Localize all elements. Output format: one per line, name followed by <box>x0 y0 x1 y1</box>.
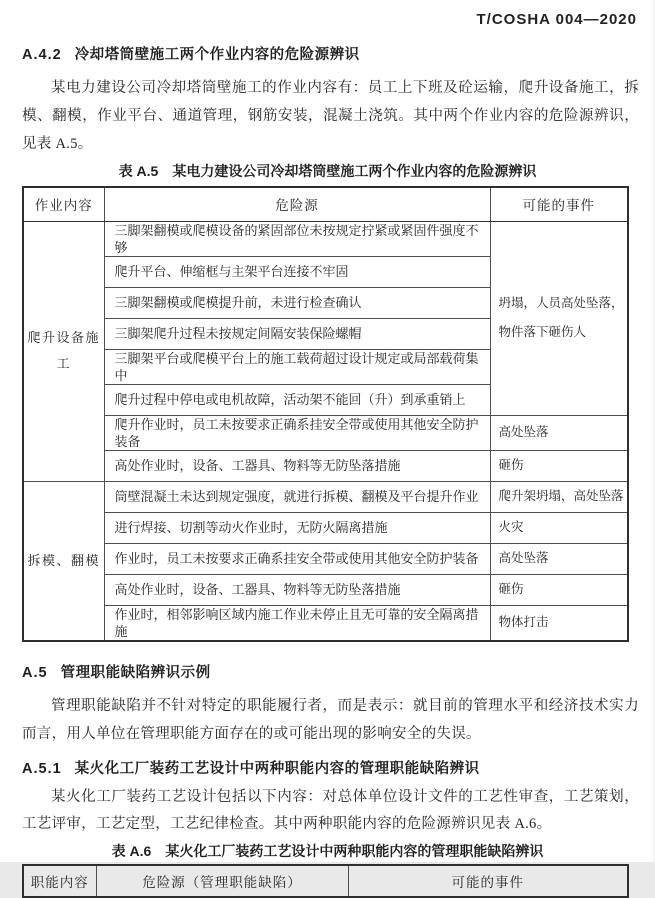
doc-code: T/COSHA 004—2020 <box>476 11 637 28</box>
activity-cell: 爬升设备施工 <box>23 221 104 481</box>
hazard-cell: 三脚架爬升过程未按规定间隔安装保险螺帽 <box>104 318 490 349</box>
event-cell: 火灾 <box>490 512 628 543</box>
event-cell: 高处坠落 <box>490 415 628 450</box>
event-cell: 砸伤 <box>490 574 628 605</box>
hazard-cell: 筒壁混凝土未达到规定强度，就进行拆模、翻模及平台提升作业 <box>104 481 490 512</box>
table-row <box>23 543 628 574</box>
hazard-cell: 作业时，相邻影响区域内施工作业未停止且无可靠的安全隔离措施 <box>104 605 490 641</box>
paragraph-a42: 某电力建设公司冷却塔筒壁施工的作业内容有：员工上下班及砼运输，爬升设备施工，拆模、翻模，作业平台、通道管理，钢筋安装，混凝土浇筑。其中两个作业内容的危险源辨识，见表 A.5。 <box>22 80 639 152</box>
hazard-cell: 爬升平台、伸缩框与主架平台连接不牢固 <box>104 256 490 287</box>
section-heading-a5 <box>22 664 635 682</box>
table-row <box>23 574 628 605</box>
scan-edge-shadow <box>651 0 655 862</box>
section-title: 某火化工厂装药工艺设计中两种职能内容的管理职能缺陷辨识 <box>74 760 480 777</box>
header-cell-event: 可能的事件 <box>348 865 628 897</box>
hazard-cell: 三脚架翻模或爬模提升前，未进行检查确认 <box>104 287 490 318</box>
event-cell: 高处坠落 <box>490 543 628 574</box>
header-cell-function: 职能内容 <box>23 865 96 897</box>
header-cell-event: 可能的事件 <box>490 187 628 221</box>
paragraph-a51: 某火化工厂装药工艺设计包括以下内容：对总体单位设计文件的工艺性审查，工艺策划，工艺评审，工艺定型，工艺纪律检查。其中两种职能内容的危险源辨识见表 A.6。 <box>22 788 639 832</box>
section-title: 冷却塔筒壁施工两个作业内容的危险源辨识 <box>74 47 360 63</box>
paragraph-a5: 管理职能缺陷并不针对特定的职能履行者，而是表示：就目前的管理水平和经济技术实力而言，用人单位在管理职能方面存在的或可能出现的影响安全的失误。 <box>22 697 639 742</box>
section-heading-a51 <box>22 760 635 778</box>
hazard-cell: 高处作业时，设备、工器具、物料等无防坠落措施 <box>104 450 490 481</box>
hazard-cell: 进行焊接、切割等动火作业时，无防火隔离措施 <box>104 512 490 543</box>
event-cell-merged: 坍塌，人员高处坠落，物件落下砸伤人 <box>490 221 628 415</box>
table-row <box>23 481 628 512</box>
table-a5-header-row <box>23 187 628 221</box>
table-a6 <box>22 864 629 898</box>
table-row <box>23 221 628 256</box>
section-number: A.5 <box>22 664 48 681</box>
section-number: A.4.2 <box>22 47 62 63</box>
table-row <box>23 415 628 450</box>
header-cell-hazard: 危险源 <box>104 187 490 221</box>
section-number: A.5.1 <box>22 760 62 777</box>
section-title: 管理职能缺陷辨识示例 <box>60 664 211 681</box>
event-cell: 爬升架坍塌，高处坠落 <box>490 481 628 512</box>
event-cell: 物体打击 <box>490 605 628 641</box>
table-a6-caption: 表 A.6 某火化工厂装药工艺设计中两种职能内容的管理职能缺陷辨识 <box>111 842 544 859</box>
activity-cell: 拆模、翻模 <box>23 481 104 641</box>
header-cell-activity: 作业内容 <box>23 187 104 221</box>
section-heading-a42 <box>22 46 635 64</box>
header-cell-hazard: 危险源（管理职能缺陷） <box>96 865 348 897</box>
hazard-cell: 爬升作业时，员工未按要求正确系挂安全带或使用其他安全防护装备 <box>104 415 490 450</box>
hazard-cell: 爬升过程中停电或电机故障，活动架不能回（升）到承重销上 <box>104 384 490 415</box>
hazard-cell: 三脚架平台或爬模平台上的施工载荷超过设计规定或局部载荷集中 <box>104 349 490 384</box>
hazard-cell: 三脚架翻模或爬模设备的紧固部位未按规定拧紧或紧固件强度不够 <box>104 221 490 256</box>
hazard-cell: 高处作业时，设备、工器具、物料等无防坠落措施 <box>104 574 490 605</box>
event-cell: 砸伤 <box>490 450 628 481</box>
table-a6-header-row <box>23 865 628 897</box>
table-row <box>23 605 628 641</box>
table-a5-caption: 表 A.5 某电力建设公司冷却塔筒壁施工两个作业内容的危险源辨识 <box>118 163 537 179</box>
hazard-cell: 作业时，员工未按要求正确系挂安全带或使用其他安全防护装备 <box>104 543 490 574</box>
table-row <box>23 512 628 543</box>
table-row <box>23 450 628 481</box>
table-a5 <box>22 186 629 642</box>
